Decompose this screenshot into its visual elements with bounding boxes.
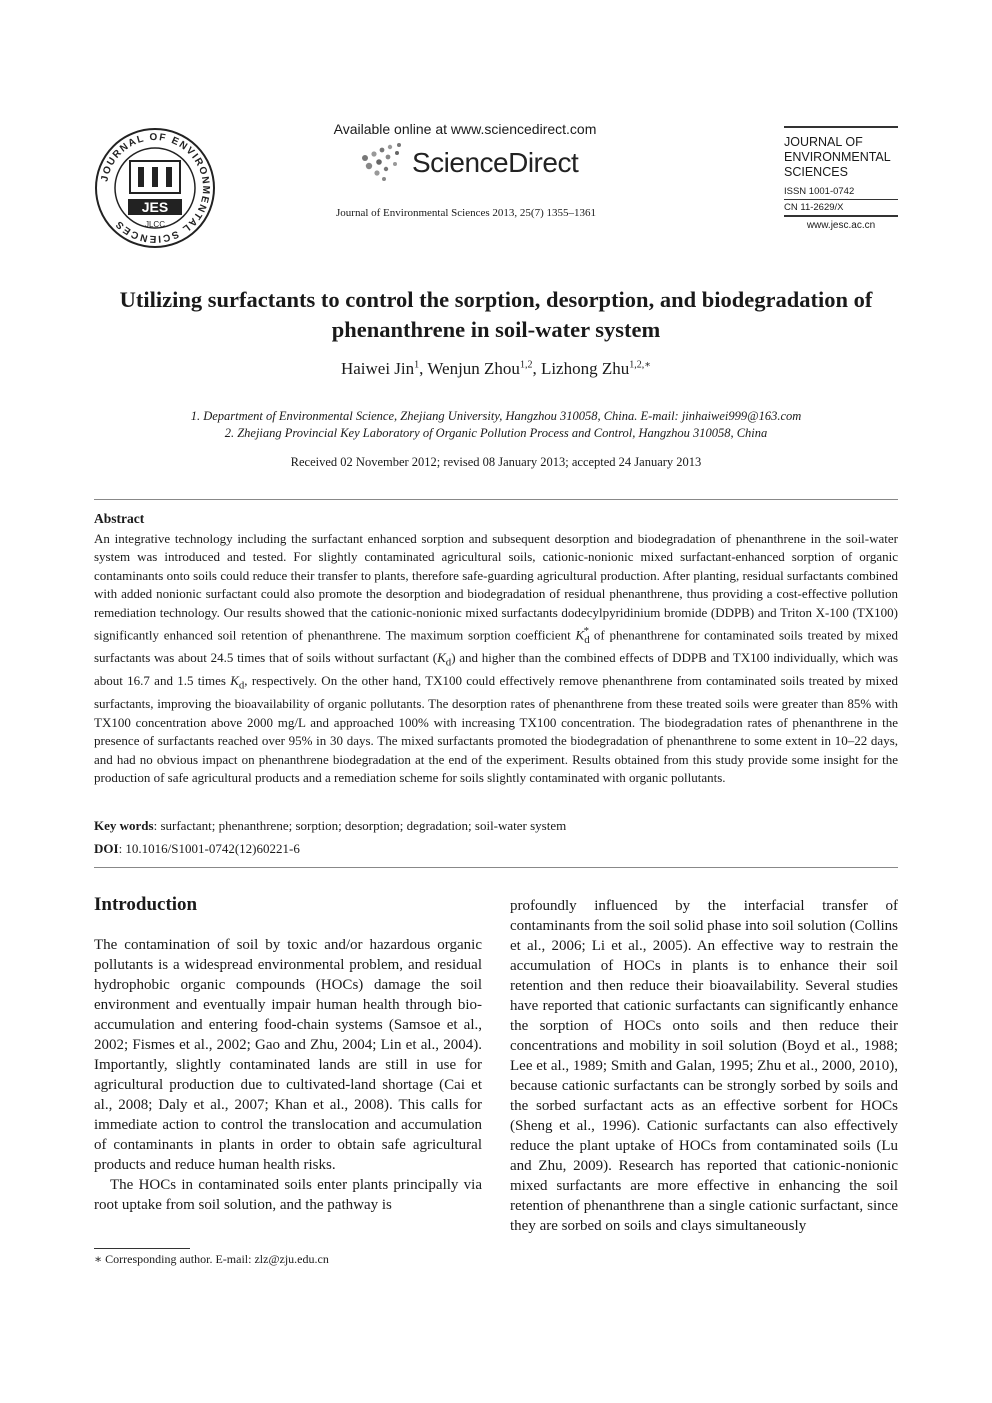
article-title: Utilizing surfactants to control the sorption, desorption, and biodegradation of phenanthrene in soil-water system <box>119 287 873 342</box>
corresponding-author-footnote: ∗ Corresponding author. E-mail: zlz@zju.edu.cn <box>94 1252 329 1266</box>
abstract-heading: Abstract <box>94 511 145 526</box>
author-list: Haiwei Jin$^1$, Wenjun Zhou$^{1,2}$, Lizhong Zhu$^{1,2,∗}$ <box>340 359 652 378</box>
keywords: Key words: surfactant; phenanthrene; sorption; desorption; degradation; soil-water system <box>94 818 567 833</box>
abstract-body: An integrative technology including the surfactant enhanced sorption and subsequent desorption and biodegradation of phenanthrene in the soil-water system was introduced and tested. For slightly contaminated agricultural soils, cationic-nonionic mixed surfactant-enhanced sorption of organic contaminants onto soils could reduce their transfer to plants, therefore safe-guarding agricultural production. After planting, residual surfactants combined with added nonionic surfactant could also promote the desorption and biodegradation of residual phenanthrene, thus providing a cost-effective pollution remediation technology. Our results showed that the cationic-nonionic mixed surfactants dodecylpyridinium bromide (DDPB) and Triton X-100 (TX100) significantly enhanced soil retention of phenanthrene. The maximum sorption coefficient $K_d^*$ of phenanthrene for contaminated soils treated by mixed surfactants was about 24.5 times that of soils without surfactant $(K_d)$ and higher than the combined effects of DDPB and TX100 individually, which was about 16.7 and 1.5 times $K_d$, respectively. On the other hand, TX100 could effectively remove phenanthrene from contaminated soils treated by mixed surfactants, improving the bioavailability of organic pollutants. The desorption rates of phenanthrene from these treated soils were greater than 85% with TX100 concentration above 2000 mg/L and approached 100% with increasing TX100 concentration. The biodegradation rates of phenanthrene in the presence of surfactants reached over 95% in 30 days. The mixed surfactants promoted the biodegradation of phenanthrene to some extent in 10–22 days, and had no obvious impact on phenanthrene biodegradation at the end of the experiment. Results obtained from this study provide some insight for the production of safe agricultural products and a remediation scheme for soils slightly contaminated with organic pollutants. <box>94 531 898 785</box>
logo-ring-text: JOURNAL OF ENVIRONMENTAL SCIENCES <box>99 131 212 245</box>
author-name: Wenjun Zhou <box>427 359 520 378</box>
divider <box>94 867 898 868</box>
affiliation-1: 1. Department of Environmental Science, Zhejiang University, Hangzhou 310058, China. E-mail: jinhaiwei999@163.com <box>190 409 802 423</box>
journal-issn: ISSN 1001-0742 <box>784 186 855 197</box>
logo-bottom-text: JLCC <box>144 220 166 229</box>
journal-name: JOURNAL OF ENVIRONMENTAL SCIENCES <box>784 135 891 179</box>
introduction-heading: Introduction <box>94 894 198 915</box>
logo-badge: JES <box>141 199 169 215</box>
paragraph: The contamination of soil by toxic and/or hazardous organic pollutants is a widespread environmental problem, and residual hydrophobic organic compounds (HOCs) damage the soil environment and eventually impair human health through bio-accumulation and entering food-chain systems (Samsoe et al., 2002; Fismes et al., 2002; Gao and Zhu, 2004; Lin et al., 2004). Importantly, slightly contaminated lands are still in use for agricultural production due to cultivated-land shortage (Cai et al., 2008; Daly et al., 2007; Khan et al., 2008). This calls for immediate action to control the translocation and accumulation of contaminants in plants in order to obtain safe agricultural products and reduce human health risks. <box>94 937 482 1173</box>
divider <box>94 499 898 500</box>
author-name: Haiwei Jin <box>340 359 415 378</box>
body-column-left <box>94 935 482 1215</box>
affiliation-2: 2. Zhejiang Provincial Key Laboratory of Organic Pollution Process and Control, Hangzhou 310058, China <box>224 426 768 440</box>
journal-cn: CN 11-2629/X <box>784 202 844 213</box>
journal-website[interactable]: www.jesc.ac.cn <box>806 220 876 231</box>
available-online: Available online at www.sciencedirect.com <box>333 121 597 137</box>
journal-citation: Journal of Environmental Sciences 2013, 25(7) 1355–1361 <box>336 207 596 219</box>
affiliations <box>90 408 902 442</box>
sciencedirect-logo-text: ScienceDirect <box>412 147 579 178</box>
journal-info-box <box>784 126 898 231</box>
footnote-divider <box>94 1248 190 1249</box>
author-name: Lizhong Zhu <box>540 359 630 378</box>
doi: DOI: 10.1016/S1001-0742(12)60221-6 <box>94 841 300 856</box>
received-dates: Received 02 November 2012; revised 08 January 2013; accepted 24 January 2013 <box>290 455 702 469</box>
paragraph: profoundly influenced by the interfacial transfer of contaminants from the soil solid phase into soil solution (Collins et al., 2006; Li et al., 2005). An effective way to restrain the accumulation of HOCs in plants is to enhance their soil retention and then reduce their bioavailability. Several studies have reported that cationic surfactants can significantly enhance the sorption of HOCs onto soils and then reduce their concentrations and mobility in soil solution (Boyd et al., 1988; Lee et al., 1989; Smith and Galan, 1995; Zhu et al., 2000, 2010), because cationic surfactants can be strongly sorbed by soils and the sorbed surfactant acts as an effective sorbent for HOCs (Sheng et al., 1996). Cationic surfactants can also effectively reduce the plant uptake of HOCs from contaminated soils (Lu and Zhu, 2009). Research has reported that cationic-nonionic mixed surfactants are more effective in enhancing the soil retention of phenanthrene than a single cationic surfactant, since they are sorbed on soils and clays simultaneously <box>510 898 898 1234</box>
body-column-right <box>510 896 898 1236</box>
journal-logo <box>94 127 216 249</box>
paragraph: The HOCs in contaminated soils enter plants principally via root uptake from soil solution, and the pathway is <box>94 1177 482 1213</box>
